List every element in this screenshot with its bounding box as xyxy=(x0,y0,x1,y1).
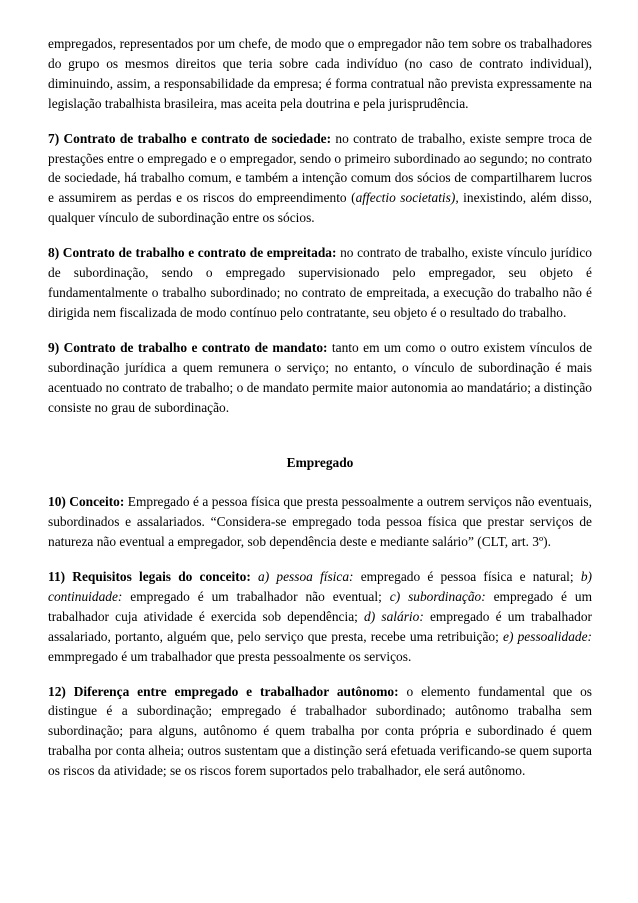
item-9-heading: 9) Contrato de trabalho e contrato de mandato: xyxy=(48,339,328,355)
item-7-italic: affectio societatis), xyxy=(355,190,459,206)
item-11-b-text: empregado é um trabalhador não eventual; xyxy=(122,588,382,604)
item-12-paragraph xyxy=(48,682,592,782)
item-9-paragraph xyxy=(48,338,592,418)
item-11-c-text: empregado é um trabalhador cuja atividade é exercida sob dependência; xyxy=(48,588,592,624)
item-7-text-2: inexistindo, além disso, qualquer vínculo de subordinação entre os sócios. xyxy=(48,190,592,226)
document-page xyxy=(48,34,592,796)
item-7-paragraph xyxy=(48,129,592,229)
item-11-paragraph xyxy=(48,567,592,667)
item-11-e-text: emmpregado é um trabalhador que presta pessoalmente os serviços. xyxy=(48,648,412,664)
item-7-text-1: no contrato de trabalho, existe sempre troca de prestações entre o empregado e o empregador, sendo o primeiro subordinado ao segundo; no contrato de sociedade, há trabalho comum, e também a intenção comum dos sócios de compartilharem lucros e assumirem as perdas e os riscos do empreendimento ( xyxy=(48,130,592,206)
item-10-paragraph xyxy=(48,492,592,552)
item-7-heading: 7) Contrato de trabalho e contrato de sociedade: xyxy=(48,130,332,146)
item-11-b-label: b) continuidade: xyxy=(48,569,592,604)
item-11-heading: 11) Requisitos legais do conceito: xyxy=(48,569,251,585)
item-8-paragraph xyxy=(48,243,592,323)
item-8-text: no contrato de trabalho, existe vínculo jurídico de subordinação, sendo o empregado supervisionado pelo empregador, seu objeto é fundamentalmente o trabalho subordinado; no contrato de empreitada, a execução do trabalho não é dirigida nem fiscalizada de modo contínuo pelo contratante, seu objeto é o resultado do trabalho. xyxy=(48,245,592,320)
item-11-a-label: a) pessoa física: xyxy=(250,569,354,585)
item-9-text: tanto em um como o outro existem vínculos de subordinação jurídica a quem remunera o serviço; no entanto, o vínculo de subordinação é mais acentuado no contrato de trabalho; o de mandato permite maior autonomia ao mandatário; a distinção consiste no grau de subordinação. xyxy=(48,339,593,415)
intro-text: empregados, representados por um chefe, de modo que o empregador não tem sobre os trabalhadores do grupo os mesmos direitos que teria sobre cada indivíduo (no caso de contrato individual), diminuindo, assim, a responsabilidade da empresa; é forma contratual não prevista expressamente na legislação trabalhista brasileira, mas aceita pela doutrina e pela jurisprudência. xyxy=(48,36,592,111)
intro-paragraph xyxy=(48,34,592,114)
item-10-text: Empregado é a pessoa física que presta pessoalmente a outrem serviços não eventuais, subordinados e assalariados. “Considera-se empregado toda pessoa física que prestar serviços de natureza não eventual a empregador, sob dependência deste e mediante salário” (CLT, art. 3º). xyxy=(48,494,592,550)
item-11-e-label: e) pessoalidade: xyxy=(498,628,592,644)
item-11-c-label: c) subordinação: xyxy=(381,588,486,604)
item-11-d-text: empregado é um trabalhador assalariado, portanto, alguém que, pelo serviço que presta, recebe uma retribuição; xyxy=(48,608,592,644)
item-11-d-label: d) salário: xyxy=(357,608,424,624)
item-12-text: o elemento fundamental que os distingue é a subordinação; empregado é trabalhador subordinado; autônomo trabalha sem subordinação; para alguns, autônomo é quem trabalha por conta própria e subordinado é quem trabalha por conta alheia; outros sustentam que a distinção será efetuada verificando-se quem suporta os riscos da atividade; se os riscos forem suportados pelo trabalhador, ele será autônomo. xyxy=(48,683,592,779)
item-11-a-text: empregado é pessoa física e natural; xyxy=(353,569,574,585)
item-8-heading: 8) Contrato de trabalho e contrato de empreitada: xyxy=(48,245,337,261)
item-12-heading: 12) Diferença entre empregado e trabalhador autônomo: xyxy=(48,683,399,699)
item-10-heading: 10) Conceito: xyxy=(48,494,125,510)
section-title: Empregado xyxy=(286,455,354,471)
